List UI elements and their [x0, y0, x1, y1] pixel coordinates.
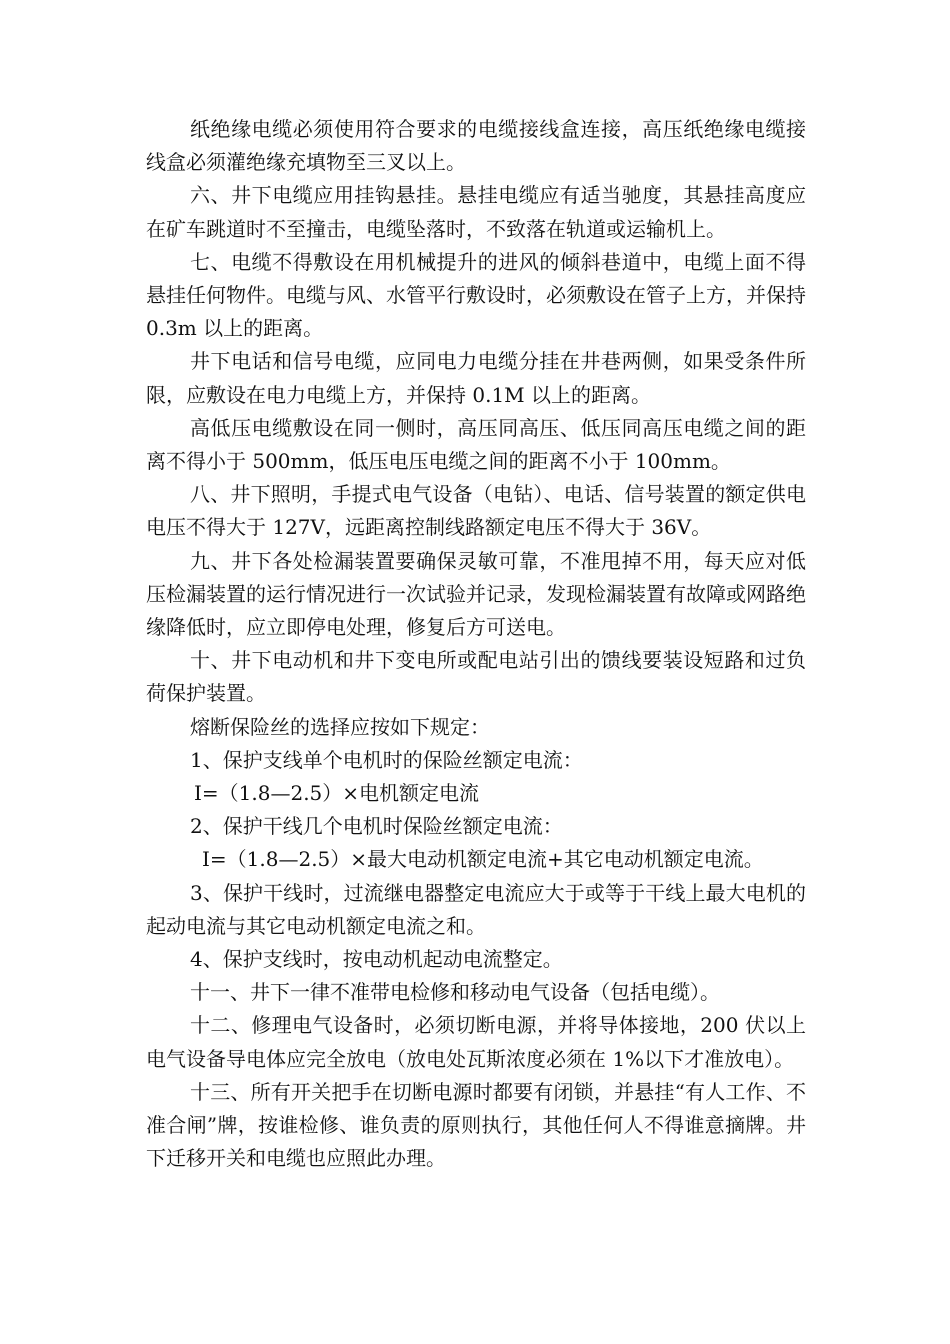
paragraph-fuse-rules: 熔断保险丝的选择应按如下规定：	[190, 714, 490, 739]
paragraph-cable-joint-box: 纸绝缘电缆必须使用符合要求的电缆接线盒连接，高压纸绝缘电缆接线盒必须灌绝缘充填物至三叉以上。	[146, 117, 806, 175]
paragraph-voltage-distance: 高低压电缆敷设在同一侧时，高压同高压、低压同高压电缆之间的距离不得小于 500mm，低压电压电缆之间的距离不小于 100mm。	[146, 415, 806, 474]
paragraph-9-leakage-detection: 九、井下各处检漏装置要确保灵敏可靠，不准甩掉不用，每天应对低压检漏装置的运行情况进行一次试验并记录，发现检漏装置有故障或网路绝缘降低时，应立即停电处理，修复后方可送电。	[146, 548, 806, 640]
paragraph-fuse-rule-3: 3、保护干线时，过流继电器整定电流应大于或等于干线上最大电机的起动电流与其它电动机额定电流之和。	[146, 880, 806, 938]
paragraph-10-protection: 十、井下电动机和井下变电所或配电站引出的馈线要装设短路和过负荷保护装置。	[146, 648, 806, 706]
formula-trunk-current: I=（1.8—2.5）×最大电动机额定电流+其它电动机额定电流。	[202, 847, 764, 872]
paragraph-6-cable-hanging: 六、井下电缆应用挂钩悬挂。悬挂电缆应有适当驰度，其悬挂高度应在矿车跳道时不至撞击，电缆坠落时，不致落在轨道或运输机上。	[146, 183, 806, 241]
paragraph-fuse-rule-1: 1、保护支线单个电机时的保险丝额定电流：	[190, 747, 583, 772]
formula-branch-current: I=（1.8—2.5）×电机额定电流	[194, 781, 480, 806]
paragraph-signal-cable: 井下电话和信号电缆，应同电力电缆分挂在井巷两侧，如果受条件所限，应敷设在电力电缆上方，并保持 0.1M 以上的距离。	[146, 349, 806, 407]
paragraph-fuse-rule-4: 4、保护支线时，按电动机起动电流整定。	[190, 947, 563, 972]
paragraph-7-cable-laying: 七、电缆不得敷设在用机械提升的进风的倾斜巷道中，电缆上面不得悬挂任何物件。电缆与风、水管平行敷设时，必须敷设在管子上方，并保持 0.3m 以上的距离。	[146, 249, 806, 341]
paragraph-11-no-live-work: 十一、井下一律不准带电检修和移动电气设备（包括电缆）。	[190, 980, 720, 1005]
paragraph-fuse-rule-2: 2、保护干线几个电机时保险丝额定电流：	[190, 814, 563, 839]
paragraph-12-discharge: 十二、修理电气设备时，必须切断电源，并将导体接地，200 伏以上电气设备导电体应完全放电（放电处瓦斯浓度必须在 1%以下才准放电）。	[146, 1013, 806, 1071]
paragraph-13-lockout: 十三、所有开关把手在切断电源时都要有闭锁，并悬挂“有人工作、不准合闸”牌，按谁检修、谁负责的原则执行，其他任何人不得谁意摘牌。井下迁移开关和电缆也应照此办理。	[146, 1079, 806, 1171]
document-page	[146, 113, 806, 1176]
paragraph-8-lighting-voltage: 八、井下照明，手提式电气设备（电钻）、电话、信号装置的额定供电电压不得大于 127V，远距离控制线路额定电压不得大于 36V。	[146, 482, 806, 540]
